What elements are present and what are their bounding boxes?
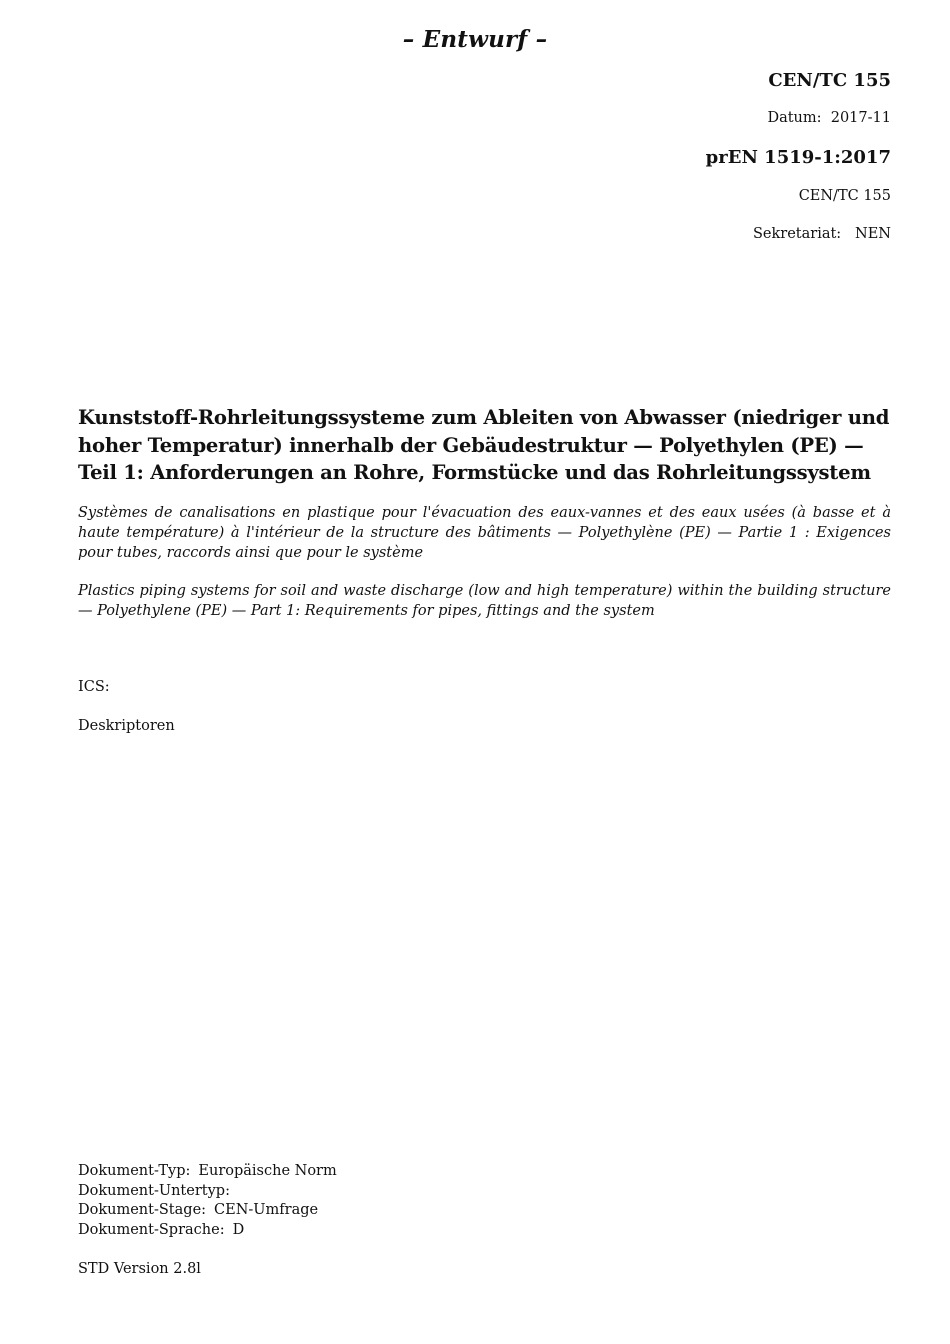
secretariat-label: Sekretariat: <box>752 226 842 242</box>
meta-language <box>78 1221 337 1241</box>
meta-type-value: Europäische Norm <box>198 1163 337 1179</box>
document-meta <box>78 1162 337 1240</box>
draft-label: – Entwurf – <box>402 26 548 53</box>
meta-language-value: D <box>232 1221 245 1238</box>
date-line <box>767 110 891 126</box>
meta-stage-value: CEN-Umfrage <box>214 1202 319 1218</box>
ics-label: ICS: <box>78 679 110 695</box>
title-english: Plastics piping systems for soil and waste discharge (low and high temperature) within the building structure — Polyethylene (PE) — Part 1: Requirements for pipes, fittings and the system <box>78 583 891 619</box>
meta-type <box>78 1162 337 1182</box>
committee-repeat: CEN/TC 155 <box>798 188 891 204</box>
standard-number: prEN 1519-1:2017 <box>705 147 891 168</box>
meta-stage <box>78 1201 337 1221</box>
date-value: 2017-11 <box>830 110 891 126</box>
meta-stage-label: Dokument-Stage: <box>78 1202 207 1218</box>
secretariat-line <box>753 226 891 242</box>
meta-subtype-label: Dokument-Untertyp: <box>78 1182 230 1199</box>
descriptors-label: Deskriptoren <box>78 718 175 734</box>
committee-heading: CEN/TC 155 <box>768 70 891 91</box>
std-version: STD Version 2.8l <box>78 1261 201 1277</box>
title-german: Kunststoff-Rohrleitungssysteme zum Ableiten von Abwasser (niedriger und hoher Temperatur) innerhalb der Gebäudestruktur — Polyethylen (PE) — Teil 1: Anforderungen an Rohre, Formstücke und das Rohrleitungssystem <box>78 406 890 484</box>
meta-language-label: Dokument-Sprache: <box>78 1221 225 1238</box>
secretariat-value: NEN <box>855 226 891 242</box>
date-label: Datum: <box>767 110 822 126</box>
title-french: Systèmes de canalisations en plastique pour l'évacuation des eaux-vannes et des eaux usées (à basse et à haute température) à l'intérieur de la structure des bâtiments — Polyethylène (PE) — Partie 1 : Exigences pour tubes, raccords ainsi que pour le système <box>78 505 891 561</box>
meta-type-label: Dokument-Typ: <box>78 1163 191 1179</box>
meta-subtype <box>78 1182 337 1202</box>
